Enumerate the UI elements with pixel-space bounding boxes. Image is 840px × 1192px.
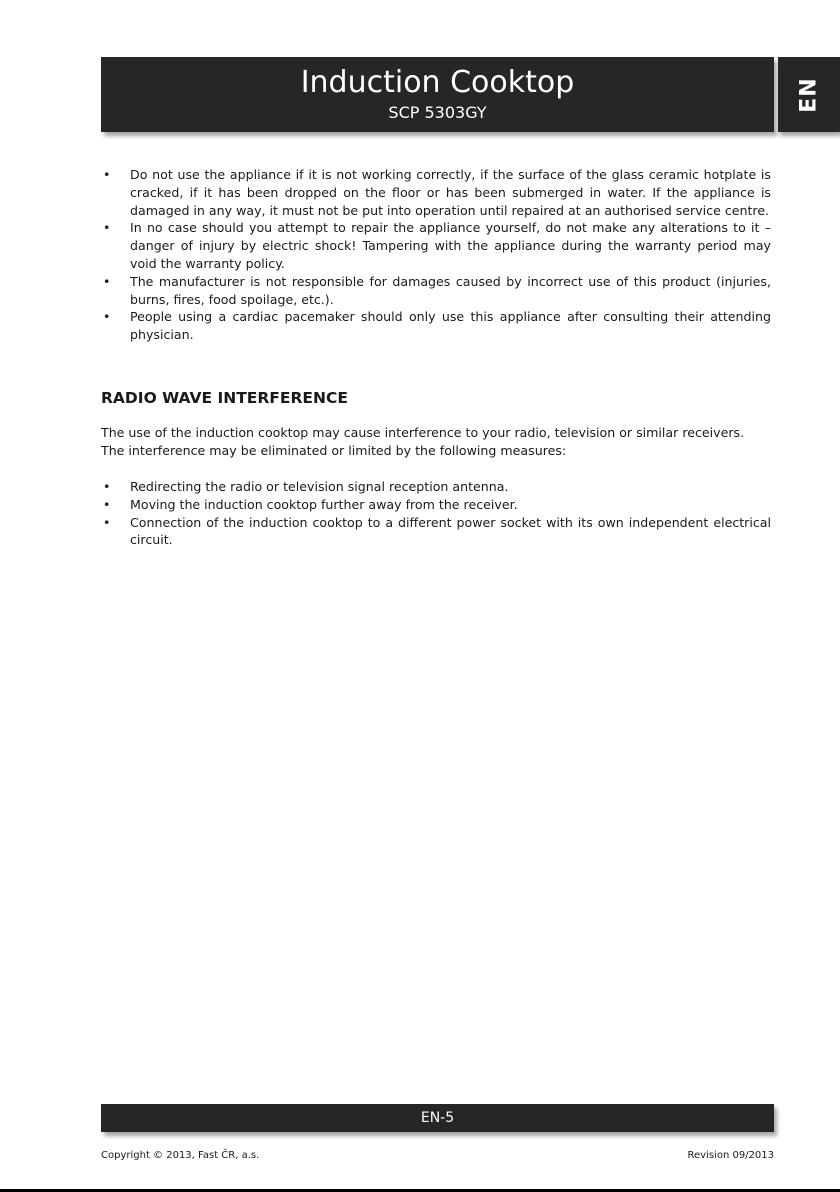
list-item: • Moving the induction cooktop further away from the receiver. [101, 496, 771, 514]
list-item: • People using a cardiac pacemaker should only use this appliance after consulting their attending physician. [101, 308, 771, 344]
copyright-text: Copyright © 2013, Fast ČR, a.s. [101, 1150, 260, 1161]
document-title: Induction Cooktop [300, 65, 575, 100]
header-bar [101, 57, 774, 132]
list-item: • In no case should you attempt to repair the appliance yourself, do not make any alterations to it – danger of injury by electric shock! Tampering with the appliance during the warranty period may void the warranty policy. [101, 219, 771, 272]
footer-bar [101, 1104, 774, 1132]
safety-bullet-list [101, 166, 771, 344]
list-item: • Do not use the appliance if it is not working correctly, if the surface of the glass ceramic hotplate is cracked, if it has been dropped on the floor or has been submerged in water. If the appliance is damaged in any way, it must not be put into operation until repaired at an authorised service centre. [101, 166, 771, 219]
list-item: • Redirecting the radio or television signal reception antenna. [101, 478, 771, 496]
measures-list [101, 478, 771, 549]
model-number: SCP 5303GY [388, 103, 487, 122]
page-number: EN-5 [420, 1110, 455, 1126]
list-item: • Connection of the induction cooktop to a different power socket with its own independent electrical circuit. [101, 514, 771, 550]
language-tab [778, 57, 840, 132]
list-item: • The manufacturer is not responsible for damages caused by incorrect use of this product (injuries, burns, fires, food spoilage, etc.). [101, 273, 771, 309]
section-intro: The use of the induction cooktop may cause interference to your radio, television or similar receivers. The interference may be eliminated or limited by the following measures: [101, 425, 745, 458]
language-tab-label: EN [796, 76, 822, 113]
section-heading: RADIO WAVE INTERFERENCE [101, 389, 348, 407]
revision-text: Revision 09/2013 [687, 1150, 774, 1161]
